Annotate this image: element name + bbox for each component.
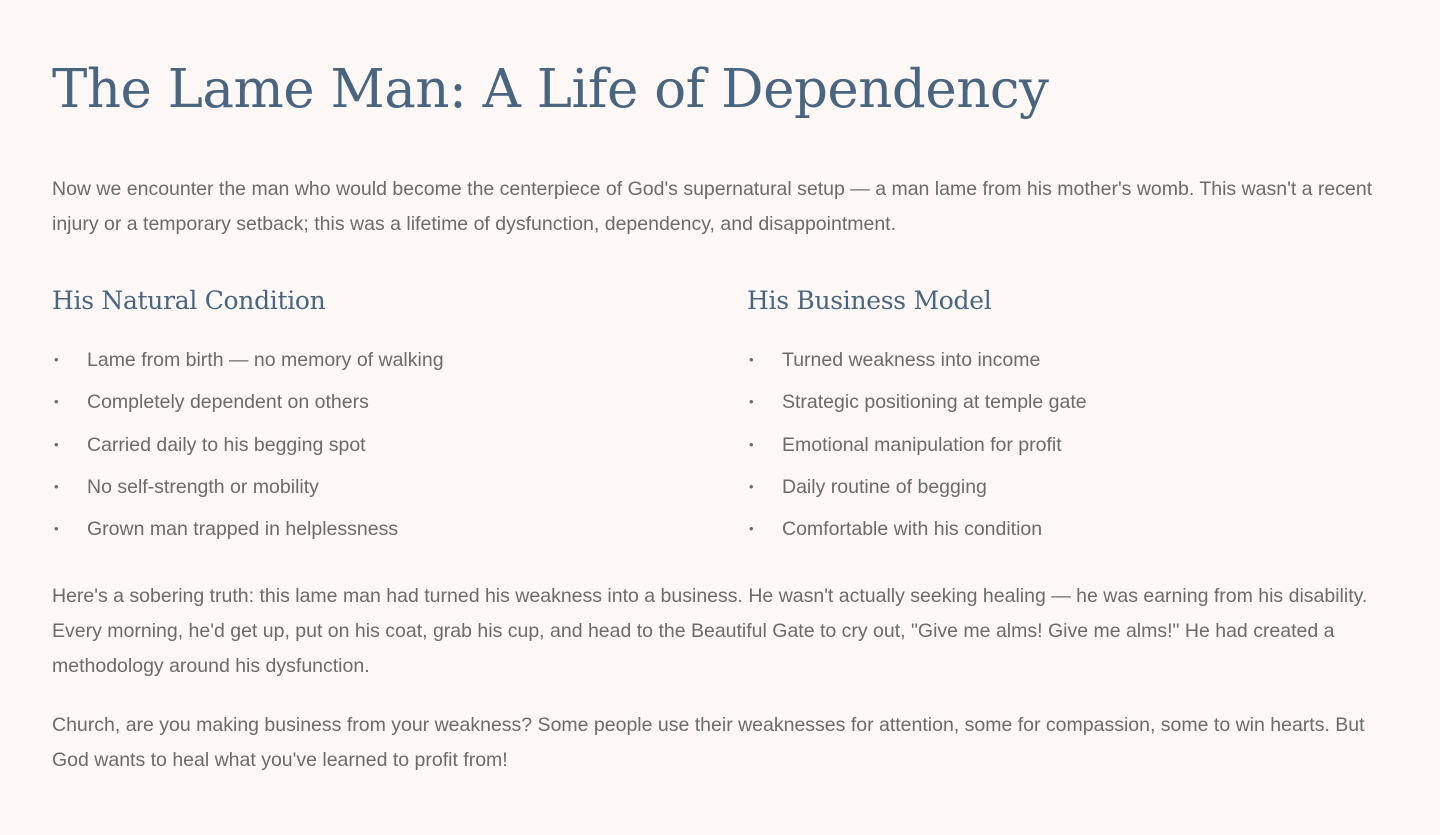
business-model-list <box>747 342 1087 553</box>
list-item-text: Emotional manipulation for profit <box>782 433 1062 456</box>
list-item <box>747 342 1087 384</box>
list-item-text: No self-strength or mobility <box>87 475 319 498</box>
bullet-icon: • <box>749 394 754 410</box>
list-item <box>747 384 1087 426</box>
column-heading: His Business Model <box>747 286 992 315</box>
list-item <box>747 511 1087 553</box>
bullet-icon: • <box>749 478 754 494</box>
list-item-text: Grown man trapped in helplessness <box>87 518 399 541</box>
church-challenge-paragraph: Church, are you making business from your weakness? Some people use their weaknesses for attention, some for compassion, some to win hearts. But God wants to heal what you've learned to profit from! <box>52 714 1365 771</box>
list-item-text: Carried daily to his begging spot <box>87 433 366 456</box>
list-item <box>52 342 444 384</box>
bullet-icon: • <box>749 436 754 452</box>
list-item <box>52 511 444 553</box>
list-item <box>747 427 1087 469</box>
natural-condition-list <box>52 342 444 553</box>
intro-paragraph: Now we encounter the man who would become the centerpiece of God's supernatural setup — a man lame from his mother's womb. This wasn't a recent injury or a temporary setback; this was a lifetime of dysfunction, dependency, and disappointment. <box>52 178 1373 235</box>
bullet-icon: • <box>54 436 59 452</box>
bullet-icon: • <box>749 521 754 537</box>
list-item <box>52 427 444 469</box>
list-item-text: Completely dependent on others <box>87 391 369 414</box>
list-item <box>52 384 444 426</box>
list-item-text: Lame from birth — no memory of walking <box>87 349 444 371</box>
business-model-column <box>747 282 1347 541</box>
bullet-icon: • <box>54 352 59 367</box>
natural-condition-column <box>52 282 652 541</box>
list-item <box>747 469 1087 511</box>
page-title: The Lame Man: A Life of Dependency <box>52 59 1049 120</box>
bullet-icon: • <box>749 352 754 367</box>
list-item-text: Strategic positioning at temple gate <box>782 391 1087 414</box>
list-item-text: Turned weakness into income <box>782 349 1041 371</box>
sobering-truth-paragraph: Here's a sobering truth: this lame man had turned his weakness into a business. He wasn't actually seeking healing — he was earning from his disability. Every morning, he'd get up, put on his coat, grab his cup, and head to the Beautiful Gate to cry out, "Give me alms! Give me alms!" He had created a methodology around his dysfunction. <box>52 585 1368 677</box>
list-item-text: Daily routine of begging <box>782 475 987 498</box>
column-heading: His Natural Condition <box>52 286 326 315</box>
list-item-text: Comfortable with his condition <box>782 518 1043 541</box>
list-item <box>52 469 444 511</box>
bullet-icon: • <box>54 521 59 537</box>
bullet-icon: • <box>54 478 59 494</box>
bullet-icon: • <box>54 394 59 410</box>
